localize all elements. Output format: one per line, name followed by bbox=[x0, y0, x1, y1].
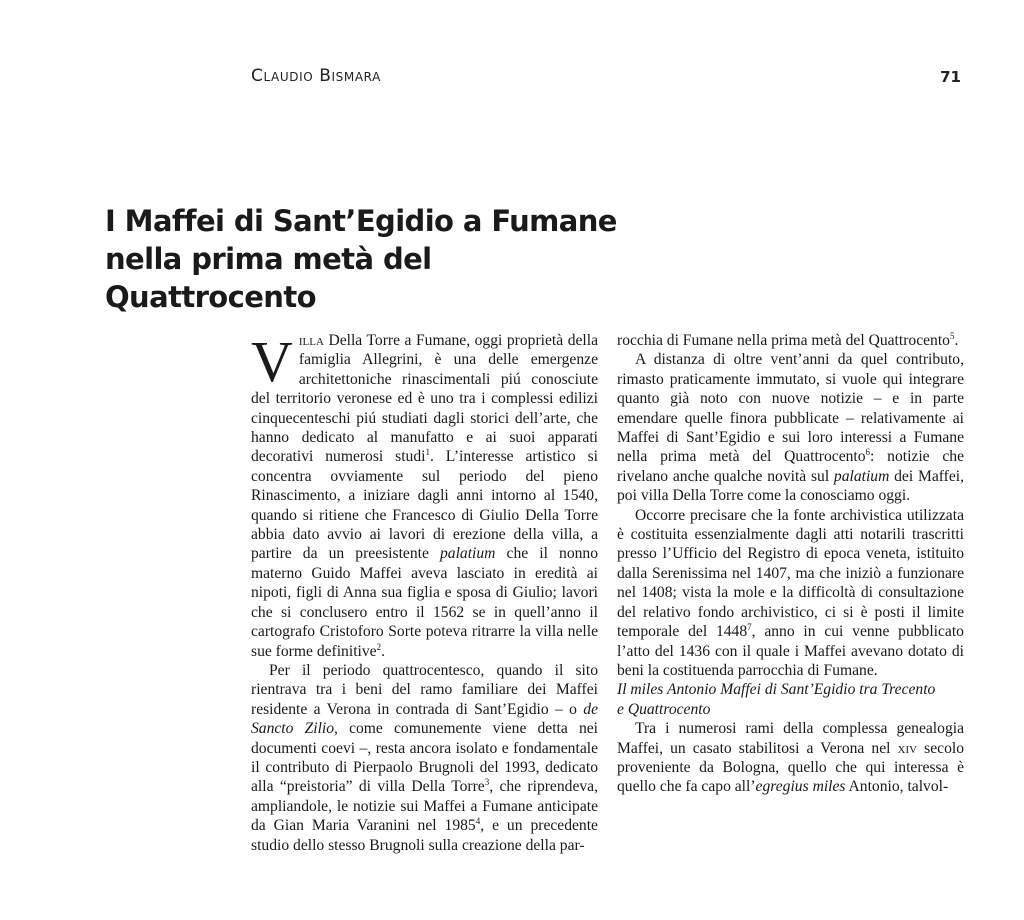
italic-term: palatium bbox=[439, 545, 496, 563]
text-run: , come comunemente viene detta nei documenti coevi –, resta ancora isolato e fondamentale il contributo di Pierpaolo Brugnoli del 1993, dedicato alla “preistoria” di villa Della Torre bbox=[251, 720, 598, 796]
paragraph-3 bbox=[617, 331, 964, 350]
paragraph-2 bbox=[251, 661, 598, 855]
text-run: Tra i numerosi rami della complessa genealogia Maffei, un casato stabilitosi a Verona nel bbox=[617, 720, 964, 757]
paragraph-4 bbox=[617, 350, 964, 505]
right-column bbox=[617, 331, 964, 797]
footnote-ref-2[interactable]: 2 bbox=[376, 641, 382, 652]
subheading-line-1: Il miles Antonio Maffei di Sant’Egidio tra Trecento bbox=[617, 681, 936, 699]
roman-numeral-century: xiv bbox=[897, 739, 918, 757]
page-number: 71 bbox=[940, 68, 961, 86]
text-run: Occorre precisare che la fonte archivistica utilizzata è costituita essenzialmente dagli atti notarili trascritti presso l’Ufficio del Registro di epoca veneta, istituito dalla Serenissima nel 1407, ma che iniziò a funzionare nel 1408; vista la mole e la difficoltà di consultazione del relativo fondo archivistico, ci si è posti il limite temporale del 1448 bbox=[617, 506, 964, 641]
text-run: . bbox=[381, 642, 385, 660]
text-run: : notizie che rivelano anche qualche novità sul bbox=[617, 448, 965, 485]
subheading-line-2: e Quattrocento bbox=[617, 700, 711, 718]
paragraph-5 bbox=[617, 506, 964, 681]
article-title bbox=[105, 202, 625, 316]
footnote-ref-4[interactable]: 4 bbox=[475, 815, 481, 826]
italic-term: palatium bbox=[833, 467, 890, 485]
footnote-ref-5[interactable]: 5 bbox=[949, 330, 955, 341]
running-head-author: Claudio Bismara bbox=[251, 66, 381, 86]
footnote-ref-1[interactable]: 1 bbox=[425, 447, 430, 458]
footnote-ref-3[interactable]: 3 bbox=[484, 777, 490, 788]
text-run: Antonio, talvol- bbox=[845, 778, 949, 796]
footnote-ref-7[interactable]: 7 bbox=[747, 621, 752, 632]
text-run: , e un precedente studio dello stesso Brugnoli sulla creazione della par- bbox=[251, 817, 598, 854]
text-run: dei Maffei, poi villa Della Torre come la conosciamo oggi. bbox=[617, 467, 964, 505]
text-run: che il nonno materno Guido Maffei aveva lasciato in eredità ai nipoti, figli di Anna sua figlia e sposa di Giulio; lavori che si conclusero entro il 1562 se in quell’anno il cartografo Cristoforo Sorte poteva ritrarre la villa nelle sue forme definitive bbox=[251, 545, 599, 660]
text-run: . L’interesse artistico si concentra ovviamente sul periodo del pieno Rinascimento, a iniziare dagli anni intorno al 1540, quando si ritiene che Francesco di Giulio Della Torre abbia dato avvio ai lavori di erezione della villa, a partire da un preesistente bbox=[251, 448, 598, 563]
text-run: , che riprendeva, ampliandole, le notizie sui Maffei a Fumane anticipate da Gian Maria Varanini nel 1985 bbox=[251, 778, 598, 835]
small-caps-opening: illa bbox=[298, 332, 324, 349]
paragraph-1 bbox=[251, 331, 598, 661]
paragraph-6 bbox=[617, 719, 964, 797]
text-run: Per il periodo quattrocentesco, quando il sito rientrava tra i beni del ramo familiare dei Maffei residente a Verona in contrada di Sant’Egidio – o bbox=[251, 661, 598, 718]
text-run: Della Torre a Fumane, oggi proprietà della famiglia Allegrini, è una delle emergenze architettoniche rinascimentali piú conosciute del territorio veronese ed è uno tra i complessi edilizi cinquecenteschi piú studiati dagli storici dell’arte, che hanno dedicato al manufatto e ai suoi apparati decorativi numerosi studi bbox=[251, 332, 598, 466]
italic-term: egregius miles bbox=[755, 778, 846, 796]
italic-term: de Sancto Zilio bbox=[251, 700, 598, 738]
title-line-2: nella prima metà del Quattrocento bbox=[105, 242, 432, 314]
text-run: . bbox=[954, 332, 959, 349]
left-column bbox=[251, 331, 598, 855]
text-run: , anno in cui venne pubblicato l’atto del 1436 con il quale i Maffei avevano dotato di beni la costituenda parrocchia di Fumane. bbox=[617, 623, 964, 679]
text-run: secolo proveniente da Bologna, quello che qui interessa è quello che fa capo all’ bbox=[617, 739, 964, 796]
footnote-ref-6[interactable]: 6 bbox=[865, 447, 871, 458]
section-subheading bbox=[617, 680, 964, 719]
text-run: A distanza di oltre vent’anni da quel contributo, rimasto praticamente immutato, si vuole qui integrare quanto già noto con nuove notizie – e in parte emendare quelle finora pubblicate – relativamente ai Maffei di Sant’Egidio e sui loro interessi a Fumane nella prima metà del Quattrocento bbox=[617, 351, 964, 466]
text-run: rocchia di Fumane nella prima metà del Quattrocento bbox=[617, 332, 950, 349]
drop-cap: V bbox=[251, 329, 293, 394]
title-line-1: I Maffei di Sant’Egidio a Fumane bbox=[105, 204, 617, 238]
